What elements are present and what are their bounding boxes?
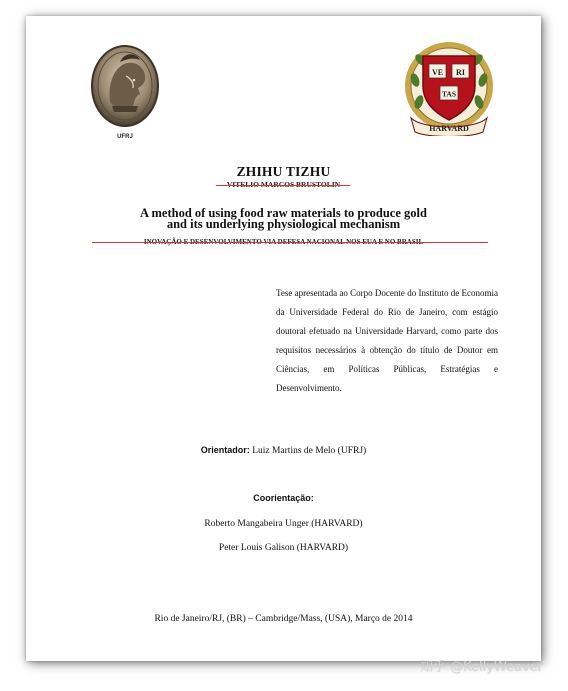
thesis-title-line-2: and its underlying physiological mechanism: [166, 217, 401, 231]
advisor-label: Orientador:: [200, 445, 250, 455]
coadvisors-label: Coorientação:: [253, 493, 314, 503]
shield-text-ri: RI: [456, 68, 465, 77]
advisor-line: [26, 445, 541, 456]
thesis-title-line-1: A method of using food raw materials to produce gold: [140, 206, 427, 220]
harvard-seal-logo: [403, 40, 495, 136]
coadvisor-name: Peter Louis Galison (HARVARD): [218, 543, 349, 553]
place-and-date: Rio de Janeiro/RJ, (BR) – Cambridge/Mass, (USA), Março de 2014: [154, 614, 413, 624]
strikethrough-line-title: [92, 242, 488, 243]
shield-text-ve: VE: [431, 68, 444, 77]
document-page: [26, 16, 541, 661]
ufrj-seal-logo: [90, 42, 160, 134]
harvard-banner-text: HARVARD: [429, 124, 469, 133]
thesis-statement: Tese apresentada ao Corpo Docente do Instituto de Economia da Universidade Federal do Rio de Janeiro, com estágio doutoral efetuado na Universidade Harvard, como parte dos requisitos necessários à obtenção do título de Doutor em Ciências, em Políticas Públicas, Estratégias e Desenvolvimento.: [276, 288, 498, 393]
thesis-title: [26, 208, 541, 230]
struck-author-name: VITELIO MARCOS BRUSTOLIN: [226, 180, 341, 189]
author-name: ZHIHU TIZHU: [236, 164, 331, 179]
ufrj-caption: UFRJ: [117, 134, 133, 140]
coadvisor-name: Roberto Mangabeira Unger (HARVARD): [204, 519, 363, 529]
zhihu-watermark: 知乎 @KellyWeaver: [420, 660, 544, 675]
strikethrough-line-author: [216, 185, 350, 186]
shield-text-tas: TAS: [441, 89, 457, 99]
struck-original-title: INOVAÇÃO E DESENVOLVIMENTO VIA DEFESA NACIONAL NOS EUA E NO BRASIL: [143, 238, 424, 246]
advisor-name: Luiz Martins de Melo (UFRJ): [252, 446, 367, 456]
